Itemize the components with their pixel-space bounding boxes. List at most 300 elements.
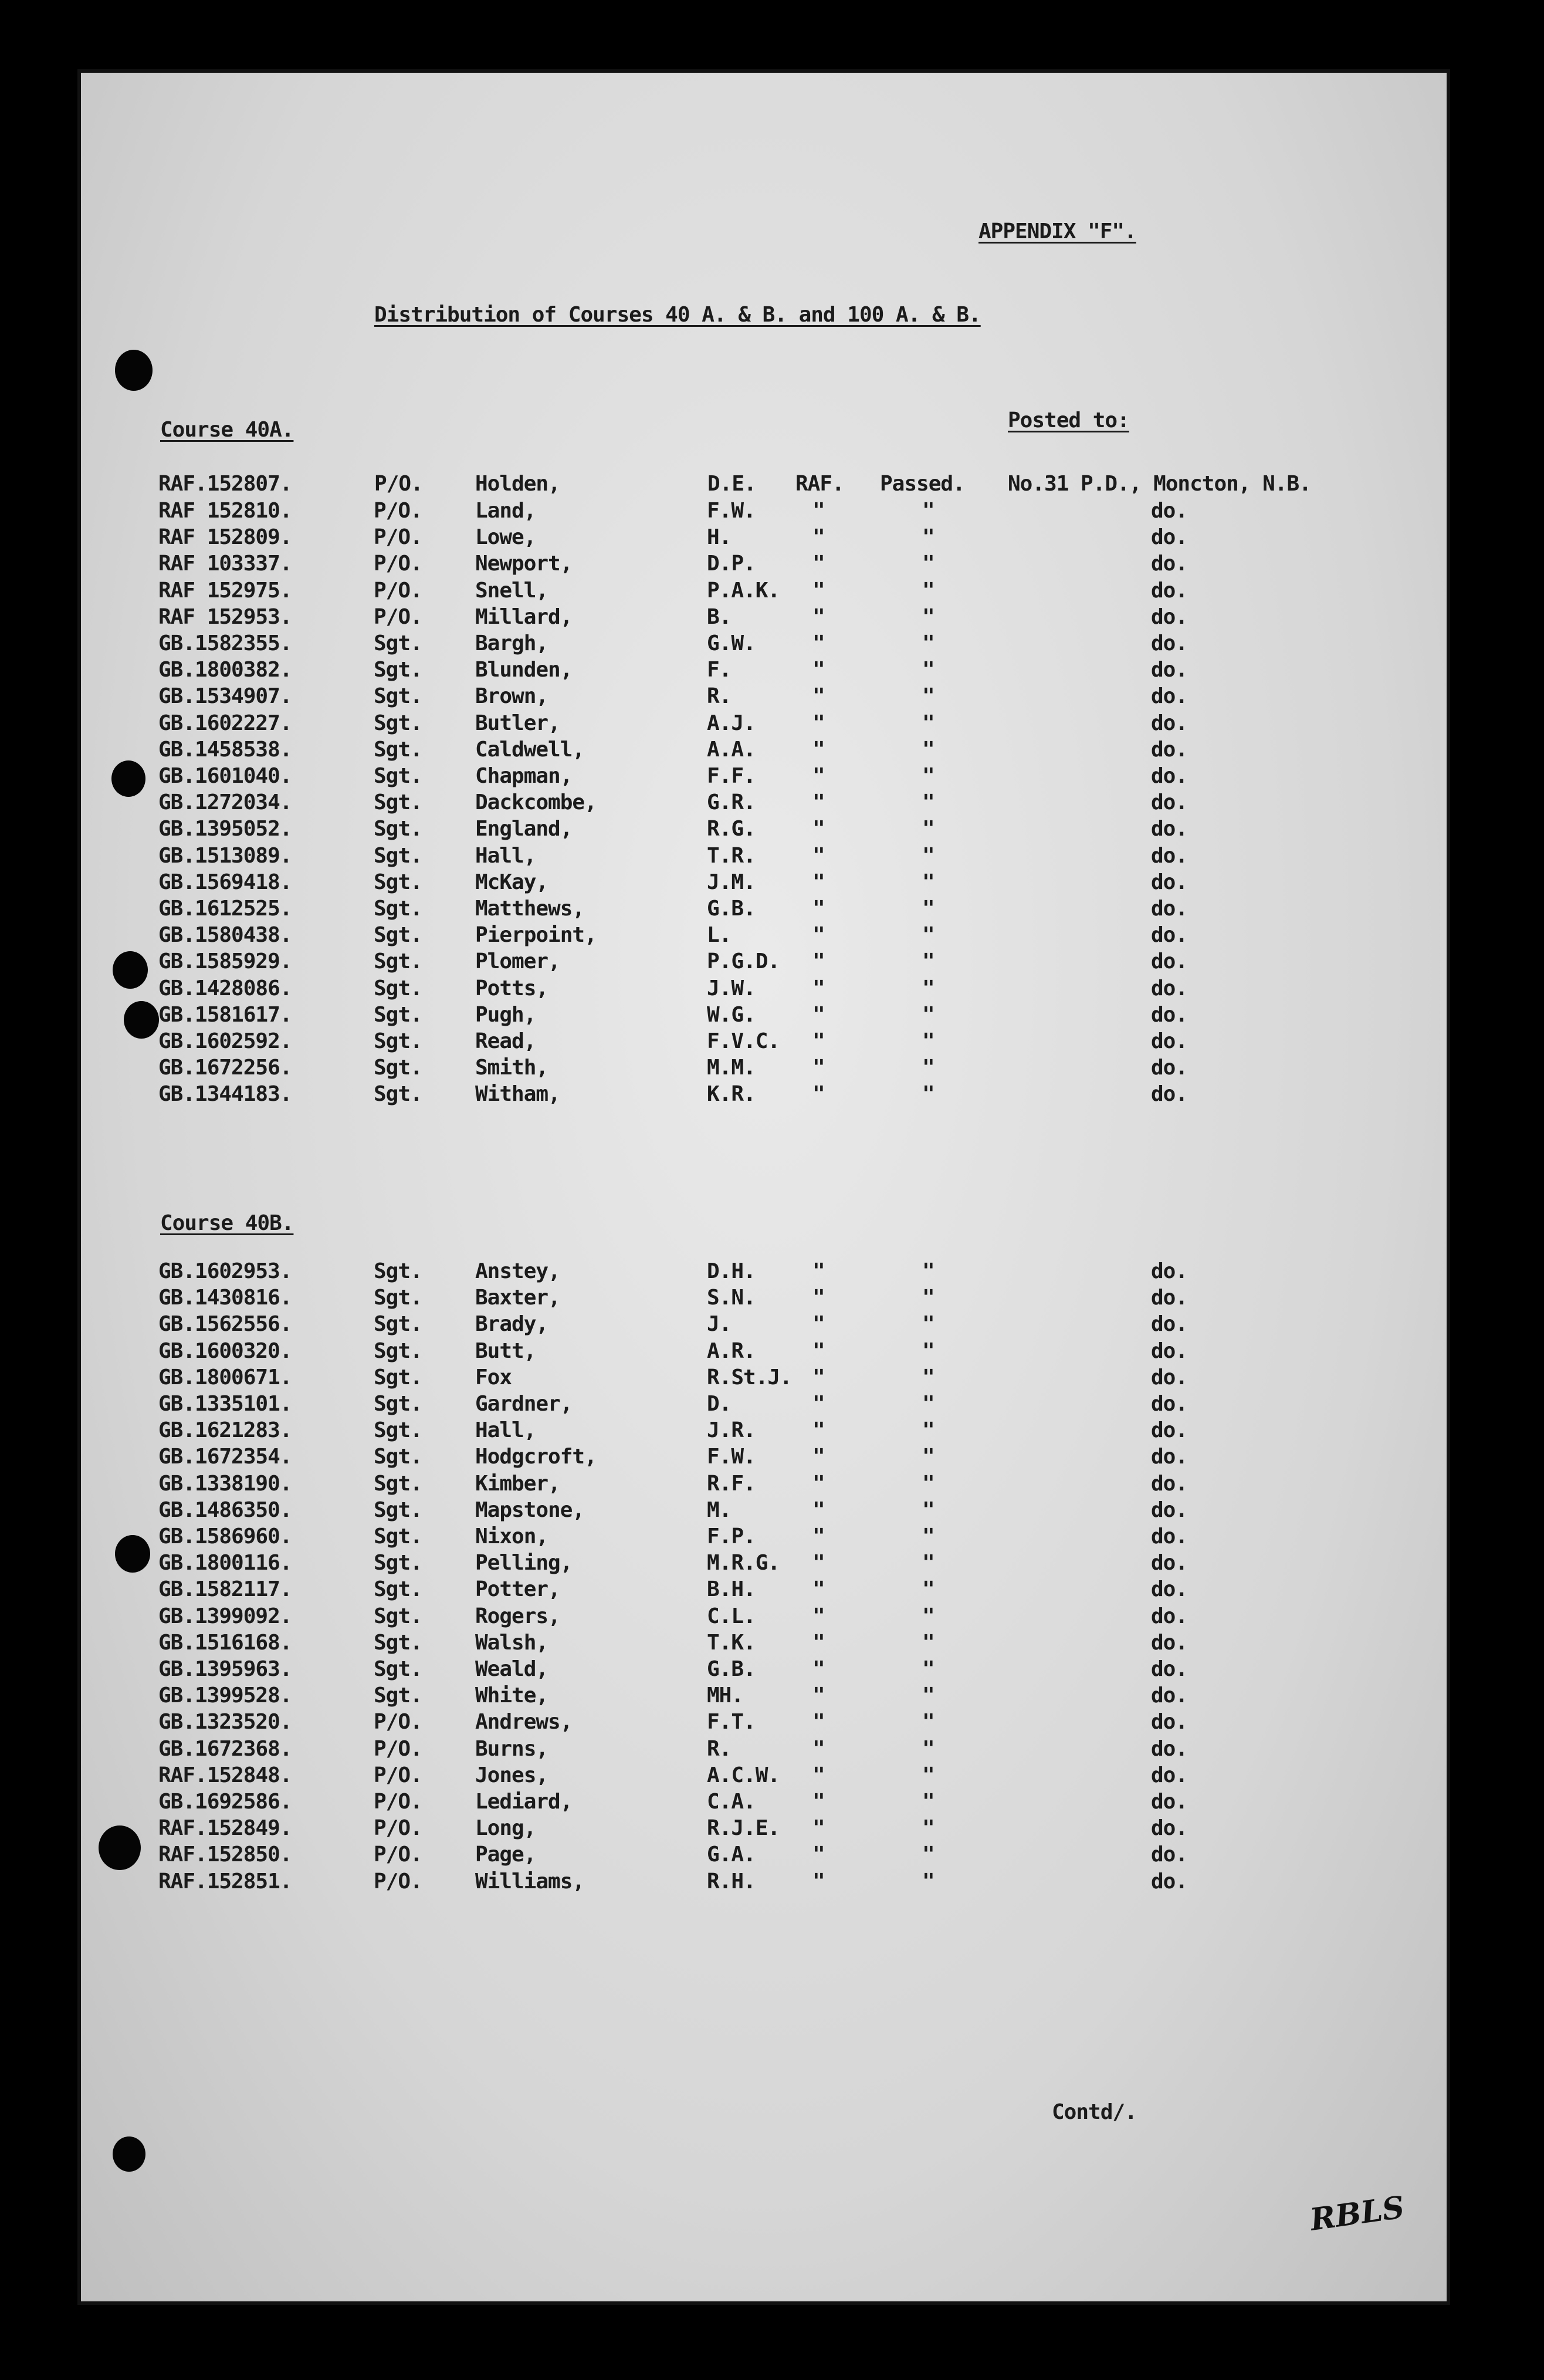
- rank: Sgt.: [374, 631, 422, 655]
- initials: A.J.: [707, 711, 756, 735]
- ditto-mark: ": [922, 631, 934, 655]
- rank: Sgt.: [374, 1056, 422, 1080]
- ditto-mark: ": [812, 1338, 825, 1363]
- ditto-mark: ": [812, 1683, 825, 1708]
- ditto-mark: ": [812, 817, 825, 841]
- surname: Matthews,: [475, 897, 585, 921]
- initials: C.A.: [707, 1790, 756, 1814]
- service-number: GB.1516168.: [158, 1630, 292, 1655]
- table-row: [1, 525, 1409, 550]
- table-row: [1, 1577, 1409, 1602]
- initials: MH.: [707, 1683, 744, 1708]
- table-row: [1, 1843, 1409, 1867]
- rank: Sgt.: [374, 923, 422, 948]
- ditto-mark: ": [812, 711, 825, 735]
- ditto-mark: ": [922, 1524, 934, 1549]
- surname: Pugh,: [475, 1002, 536, 1027]
- initials: D.P.: [707, 552, 756, 576]
- surname: Weald,: [475, 1657, 548, 1681]
- rank: Sgt.: [374, 1497, 422, 1522]
- ditto-mark: ": [922, 949, 934, 974]
- rank: Sgt.: [374, 1286, 422, 1310]
- rank: P/O.: [374, 604, 422, 629]
- service-number: GB.1335101.: [158, 1392, 292, 1416]
- posting: do.: [1151, 1843, 1188, 1867]
- service-number: GB.1272034.: [158, 790, 292, 815]
- surname: Long,: [475, 1816, 536, 1841]
- ditto-mark: ": [812, 604, 825, 629]
- table-row: [1, 605, 1409, 630]
- service-number: RAF.152849.: [158, 1816, 292, 1841]
- rank: Sgt.: [374, 1551, 422, 1576]
- rank: Sgt.: [374, 1365, 422, 1390]
- table-row: [1, 579, 1409, 603]
- initials: B.H.: [707, 1577, 756, 1602]
- punch-hole: [115, 350, 153, 391]
- surname: Brady,: [475, 1312, 548, 1337]
- ditto-mark: ": [922, 1365, 934, 1390]
- ditto-mark: ": [922, 499, 934, 523]
- service-number: GB.1582355.: [158, 631, 292, 655]
- service-number: GB.1582117.: [158, 1577, 292, 1602]
- table-row: [1, 711, 1409, 736]
- ditto-mark: ": [922, 1338, 934, 1363]
- initials: A.A.: [707, 737, 756, 762]
- rank: Sgt.: [374, 843, 422, 868]
- posting: do.: [1151, 764, 1188, 788]
- initials: S.N.: [707, 1286, 756, 1310]
- posting: do.: [1151, 1577, 1188, 1602]
- posting: do.: [1151, 525, 1188, 550]
- rank: Sgt.: [374, 1471, 422, 1496]
- posting: do.: [1151, 949, 1188, 974]
- surname: Chapman,: [475, 764, 573, 788]
- ditto-mark: ": [812, 1497, 825, 1522]
- posting: do.: [1151, 790, 1188, 815]
- ditto-mark: ": [812, 1471, 825, 1496]
- posting: do.: [1151, 1604, 1188, 1628]
- rank: P/O.: [374, 472, 423, 496]
- posting: do.: [1151, 1392, 1188, 1416]
- ditto-mark: ": [812, 499, 825, 523]
- rank: Sgt.: [374, 764, 422, 788]
- rank: Sgt.: [374, 1002, 422, 1027]
- initials: F.P.: [707, 1524, 756, 1549]
- posting: do.: [1151, 658, 1188, 682]
- surname: Andrews,: [475, 1710, 573, 1735]
- surname: Smith,: [475, 1056, 548, 1080]
- table-row: [1, 1790, 1409, 1814]
- surname: Williams,: [475, 1869, 585, 1894]
- posted-to-label: Posted to:: [1008, 408, 1129, 432]
- rank: Sgt.: [374, 711, 422, 735]
- posting: do.: [1151, 1551, 1188, 1576]
- table-row: [1, 1029, 1409, 1054]
- rank: Sgt.: [374, 976, 422, 1000]
- surname: Lowe,: [475, 525, 536, 550]
- service-number: GB.1800382.: [158, 658, 292, 682]
- posting: do.: [1151, 1002, 1188, 1027]
- initials: G.A.: [707, 1843, 756, 1867]
- ditto-mark: ": [922, 1869, 934, 1894]
- posting: do.: [1151, 1365, 1188, 1390]
- table-row: [1, 1498, 1409, 1523]
- initials: W.G.: [707, 1002, 756, 1027]
- surname: Anstey,: [475, 1259, 560, 1283]
- posting: do.: [1151, 711, 1188, 735]
- table-row: [1, 1286, 1409, 1310]
- initials: K.R.: [707, 1082, 756, 1107]
- rank: Sgt.: [374, 1524, 422, 1549]
- surname: Hall,: [475, 843, 536, 868]
- ditto-mark: ": [812, 1790, 825, 1814]
- posting: do.: [1151, 604, 1188, 629]
- service-number: RAF.152848.: [158, 1763, 292, 1787]
- posting: do.: [1151, 1790, 1188, 1814]
- surname: Land,: [475, 499, 536, 523]
- ditto-mark: ": [922, 1082, 934, 1107]
- rank: Sgt.: [374, 1604, 422, 1628]
- service-number: GB.1621283.: [158, 1418, 292, 1443]
- table-row: [1, 1604, 1409, 1629]
- initials: B.: [707, 604, 732, 629]
- ditto-mark: ": [922, 1286, 934, 1310]
- table-row: [1, 1003, 1409, 1027]
- rank: P/O.: [374, 1736, 422, 1761]
- ditto-mark: ": [812, 578, 825, 603]
- ditto-mark: ": [812, 1029, 825, 1053]
- initials: R.J.E.: [707, 1816, 780, 1841]
- service-number: GB.1601040.: [158, 764, 292, 788]
- table-row: [1, 923, 1409, 948]
- ditto-mark: ": [922, 1392, 934, 1416]
- punch-hole: [113, 2136, 145, 2172]
- table-row: [1, 764, 1409, 789]
- ditto-mark: ": [922, 1630, 934, 1655]
- surname: Read,: [475, 1029, 536, 1053]
- appendix-label: APPENDIX "F".: [978, 219, 1136, 244]
- document-page: [77, 69, 1450, 2305]
- service-number: GB.1458538.: [158, 737, 292, 762]
- service-number: RAF.152807.: [158, 472, 292, 496]
- initials: G.B.: [707, 1657, 756, 1681]
- surname: Butt,: [475, 1338, 536, 1363]
- rank: P/O.: [374, 1816, 422, 1841]
- table-row: [1, 738, 1409, 762]
- initials: T.K.: [707, 1630, 756, 1655]
- table-row: [1, 976, 1409, 1001]
- ditto-mark: ": [922, 552, 934, 576]
- service-number: GB.1344183.: [158, 1082, 292, 1107]
- posting: do.: [1151, 843, 1188, 868]
- surname: Caldwell,: [475, 737, 585, 762]
- ditto-mark: ": [812, 1657, 825, 1681]
- surname: Potter,: [475, 1577, 560, 1602]
- table-row: [1, 1082, 1409, 1107]
- ditto-mark: ": [812, 1763, 825, 1787]
- posting: do.: [1151, 1082, 1188, 1107]
- service-number: GB.1338190.: [158, 1471, 292, 1496]
- table-row: [1, 1259, 1409, 1284]
- ditto-mark: ": [812, 949, 825, 974]
- table-row: [1, 844, 1409, 868]
- service-number: GB.1602592.: [158, 1029, 292, 1053]
- service-number: GB.1569418.: [158, 870, 292, 894]
- service-number: GB.1602227.: [158, 711, 292, 735]
- rank: P/O.: [374, 552, 422, 576]
- service-number: GB.1399092.: [158, 1604, 292, 1628]
- ditto-mark: ": [812, 1524, 825, 1549]
- ditto-mark: ": [922, 1816, 934, 1841]
- posting: do.: [1151, 1338, 1188, 1363]
- surname: Fox: [475, 1365, 512, 1390]
- posting: do.: [1151, 1445, 1188, 1469]
- rank: Sgt.: [374, 658, 422, 682]
- posting: do.: [1151, 817, 1188, 841]
- posting: do.: [1151, 923, 1188, 948]
- ditto-mark: ": [812, 843, 825, 868]
- posting: do.: [1151, 1657, 1188, 1681]
- posting: do.: [1151, 578, 1188, 603]
- handwritten-initials: RBLS: [1308, 2189, 1407, 2238]
- continued-label: Contd/.: [1052, 2100, 1137, 2124]
- ditto-mark: ": [922, 684, 934, 709]
- posting: do.: [1151, 631, 1188, 655]
- table-row: [1, 1551, 1409, 1576]
- rank: P/O.: [374, 1843, 422, 1867]
- rank: Sgt.: [374, 1445, 422, 1469]
- rank: Sgt.: [374, 1418, 422, 1443]
- initials: D.E.: [707, 472, 756, 496]
- surname: Holden,: [475, 472, 560, 496]
- initials: R.F.: [707, 1471, 756, 1496]
- ditto-mark: ": [922, 843, 934, 868]
- initials: M.: [707, 1497, 732, 1522]
- initials: P.A.K.: [707, 578, 780, 603]
- service-number: RAF 103337.: [158, 552, 292, 576]
- table-row: [1, 1657, 1409, 1682]
- table-row: [1, 552, 1409, 576]
- rank: P/O.: [374, 525, 422, 550]
- ditto-mark: ": [812, 1392, 825, 1416]
- surname: Mapstone,: [475, 1497, 585, 1522]
- initials: F.T.: [707, 1710, 756, 1735]
- posting: do.: [1151, 737, 1188, 762]
- rank: Sgt.: [374, 1577, 422, 1602]
- service-number: GB.1586960.: [158, 1524, 292, 1549]
- service-number: GB.1612525.: [158, 897, 292, 921]
- service-number: GB.1672368.: [158, 1736, 292, 1761]
- ditto-mark: ": [922, 1445, 934, 1469]
- surname: Jones,: [475, 1763, 548, 1787]
- posting: do.: [1151, 1630, 1188, 1655]
- table-row: [81, 472, 1430, 496]
- course-40a-heading: Course 40A.: [160, 418, 294, 442]
- surname: McKay,: [475, 870, 548, 894]
- ditto-mark: ": [922, 737, 934, 762]
- ditto-mark: ": [812, 631, 825, 655]
- posting: do.: [1151, 1816, 1188, 1841]
- service-number: GB.1672256.: [158, 1056, 292, 1080]
- initials: L.: [707, 923, 732, 948]
- ditto-mark: ": [922, 1312, 934, 1337]
- surname: Newport,: [475, 552, 573, 576]
- table-row: [1, 1472, 1409, 1496]
- initials: F.: [707, 658, 732, 682]
- table-row: [1, 1312, 1409, 1337]
- table-row: [1, 1365, 1409, 1390]
- service-number: GB.1486350.: [158, 1497, 292, 1522]
- posting: do.: [1151, 1497, 1188, 1522]
- ditto-mark: ": [812, 1604, 825, 1628]
- ditto-mark: ": [922, 1497, 934, 1522]
- service-number: GB.1580438.: [158, 923, 292, 948]
- initials: G.B.: [707, 897, 756, 921]
- rank: P/O.: [374, 1869, 422, 1894]
- table-row: [1, 1816, 1409, 1841]
- ditto-mark: ": [922, 923, 934, 948]
- table-row: [1, 1392, 1409, 1416]
- surname: Blunden,: [475, 658, 573, 682]
- initials: M.R.G.: [707, 1551, 780, 1576]
- ditto-mark: ": [922, 790, 934, 815]
- ditto-mark: ": [922, 897, 934, 921]
- posting: do.: [1151, 1683, 1188, 1708]
- rank: Sgt.: [374, 949, 422, 974]
- surname: Kimber,: [475, 1471, 560, 1496]
- ditto-mark: ": [922, 870, 934, 894]
- posting: do.: [1151, 1286, 1188, 1310]
- ditto-mark: ": [922, 1843, 934, 1867]
- ditto-mark: ": [812, 1312, 825, 1337]
- ditto-mark: ": [812, 764, 825, 788]
- surname: Potts,: [475, 976, 548, 1000]
- initials: G.W.: [707, 631, 756, 655]
- ditto-mark: ": [812, 1286, 825, 1310]
- rank: Sgt.: [374, 1657, 422, 1681]
- service-number: RAF.152850.: [158, 1843, 292, 1867]
- surname: Page,: [475, 1843, 536, 1867]
- initials: D.: [707, 1392, 732, 1416]
- ditto-mark: ": [922, 1002, 934, 1027]
- ditto-mark: ": [922, 1418, 934, 1443]
- ditto-mark: ": [812, 1630, 825, 1655]
- ditto-mark: ": [812, 1843, 825, 1867]
- surname: Baxter,: [475, 1286, 560, 1310]
- rank: Sgt.: [374, 897, 422, 921]
- rank: Sgt.: [374, 1683, 422, 1708]
- rank: Sgt.: [374, 870, 422, 894]
- ditto-mark: ": [812, 1002, 825, 1027]
- branch: RAF.: [795, 472, 844, 496]
- service-number: GB.1585929.: [158, 949, 292, 974]
- table-row: [1, 1339, 1409, 1364]
- posting: do.: [1151, 976, 1188, 1000]
- surname: Nixon,: [475, 1524, 548, 1549]
- page-title: Distribution of Courses 40 A. & B. and 100 A. & B.: [374, 303, 981, 327]
- ditto-mark: ": [922, 1736, 934, 1761]
- posting: do.: [1151, 1763, 1188, 1787]
- ditto-mark: ": [922, 976, 934, 1000]
- ditto-mark: ": [812, 658, 825, 682]
- table-row: [1, 949, 1409, 974]
- service-number: GB.1428086.: [158, 976, 292, 1000]
- table-row: [1, 1418, 1409, 1443]
- initials: J.: [707, 1312, 732, 1337]
- ditto-mark: ": [922, 1471, 934, 1496]
- posting: do.: [1151, 1524, 1188, 1549]
- service-number: GB.1672354.: [158, 1445, 292, 1469]
- initials: R.G.: [707, 817, 756, 841]
- surname: Pelling,: [475, 1551, 573, 1576]
- table-row: [1, 684, 1409, 709]
- service-number: GB.1430816.: [158, 1286, 292, 1310]
- service-number: GB.1399528.: [158, 1683, 292, 1708]
- rank: P/O.: [374, 499, 422, 523]
- ditto-mark: ": [812, 870, 825, 894]
- initials: D.H.: [707, 1259, 756, 1283]
- service-number: GB.1395052.: [158, 817, 292, 841]
- rank: P/O.: [374, 1710, 422, 1735]
- ditto-mark: ": [812, 1816, 825, 1841]
- surname: Burns,: [475, 1736, 548, 1761]
- rank: Sgt.: [374, 1630, 422, 1655]
- service-number: RAF 152809.: [158, 525, 292, 550]
- ditto-mark: ": [812, 684, 825, 709]
- service-number: GB.1800671.: [158, 1365, 292, 1390]
- ditto-mark: ": [812, 1445, 825, 1469]
- initials: F.V.C.: [707, 1029, 780, 1053]
- table-row: [1, 1763, 1409, 1788]
- table-row: [1, 870, 1409, 895]
- posting: do.: [1151, 499, 1188, 523]
- rank: Sgt.: [374, 1338, 422, 1363]
- surname: Gardner,: [475, 1392, 573, 1416]
- table-row: [1, 790, 1409, 815]
- surname: Rogers,: [475, 1604, 560, 1628]
- ditto-mark: ": [812, 1259, 825, 1283]
- posting: do.: [1151, 1418, 1188, 1443]
- table-row: [1, 631, 1409, 656]
- service-number: GB.1395963.: [158, 1657, 292, 1681]
- posting: do.: [1151, 1029, 1188, 1053]
- initials: R.: [707, 684, 732, 709]
- rank: Sgt.: [374, 1259, 422, 1283]
- ditto-mark: ": [812, 737, 825, 762]
- ditto-mark: ": [812, 1365, 825, 1390]
- ditto-mark: ": [812, 525, 825, 550]
- ditto-mark: ": [922, 604, 934, 629]
- rank: Sgt.: [374, 790, 422, 815]
- ditto-mark: ": [922, 711, 934, 735]
- table-row: [1, 658, 1409, 682]
- ditto-mark: ": [922, 1604, 934, 1628]
- posting: No.31 P.D., Moncton, N.B.: [1008, 472, 1311, 496]
- ditto-mark: ": [812, 1869, 825, 1894]
- ditto-mark: ": [812, 1710, 825, 1735]
- service-number: GB.1602953.: [158, 1259, 292, 1283]
- rank: P/O.: [374, 1790, 422, 1814]
- service-number: GB.1562556.: [158, 1312, 292, 1337]
- initials: G.R.: [707, 790, 756, 815]
- ditto-mark: ": [922, 658, 934, 682]
- rank: P/O.: [374, 1763, 422, 1787]
- initials: F.W.: [707, 1445, 756, 1469]
- posting: do.: [1151, 897, 1188, 921]
- rank: Sgt.: [374, 684, 422, 709]
- service-number: GB.1600320.: [158, 1338, 292, 1363]
- initials: R.St.J.: [707, 1365, 792, 1390]
